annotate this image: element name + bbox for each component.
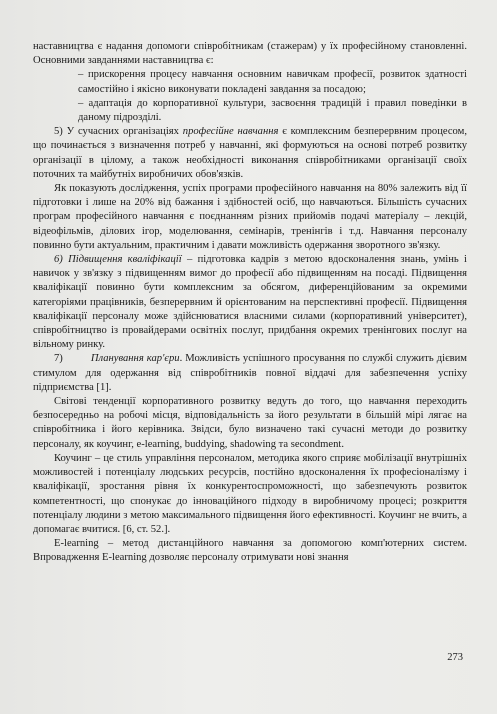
page-number: 273 [447,652,463,663]
paragraph-world-trends: Світові тенденції корпоративного розвитку ведуть до того, що навчання переходить безпосередньо на робочі місця, відповідальність за його результати в більшій мірі лягає на співробітника і його керівника. Звідси, було визначено такі сучасні методи до розвитку персоналу, як коучинг, e-learning, buddying, shadowing та secondment. [33,396,467,450]
paragraph-research: Як показують дослідження, успіх програми професійного навчання на 80% залежить від її підготовки і лише на 20% від бажання і здібностей осіб, що навчаються. Більшість сучасних програм професійного навчання є поєднанням різних прийомів подачі матеріалу – лекцій, відеофільмів, ділових ігор, моделювання, семінарів, тренінгів і т.д. Навчання персоналу повинно бути актуальним, практичним і давати можливість одержання зворотного зв'язку. [33,183,467,251]
term-qualification: 6) Підвищення кваліфікації [54,254,182,266]
paragraph-elearning: E-learning – метод дистанційного навчання за допомогою комп'ютерних систем. Впровадження E-learning дозволяє персоналу отримувати нові знання [33,538,467,564]
paragraph-qualification: 6) Підвищення кваліфікації – підготовка кадрів з метою вдосконалення знань, умінь і навичок у зв'язку з підвищенням вимог до професії або підвищенням на посаді. Підвищення кваліфікації повинно бути комплексним за обсягом, диференційованим за окремими категоріями працівників, безперервним й орієнтованим на перспективні професії. Підвищення кваліфікації персоналу може здійснюватися власними силами (корпоративний університет), співробітництво із провайдерами освітніх послуг, придбання окремих тренінгових послуг на вільному ринку. [33,254,467,351]
body-text [33,40,467,566]
list-item-adaptation: – адаптація до корпоративної культури, засвоєння традицій і правил поведінки в даному підрозділі. [78,97,467,124]
paragraph-mentoring: наставництва є надання допомоги співробітникам (стажерам) у їх професійному становленні. Основними завданнями наставництва є: [33,41,467,67]
paragraph-career-planning: 7) Планування кар'єри. Можливість успішного просування по службі служить дієвим стимулом для одержання від співробітників повної віддачі для забезпечення успіху підприємства [1]. [33,353,467,393]
term-career-planning: Планування кар'єри [90,353,180,365]
list-item-learning: – прискорення процесу навчання основним навичкам професії, розвиток здатності самостійно і якісно виконувати покладені завдання за посадою; [78,69,467,95]
paragraph-coaching: Коучинг – це стиль управління персоналом, методика якого сприяє мобілізації внутрішніх можливостей і потенціалу людських ресурсів, постійно вдосконалення їх професіоналізму і кваліфікації, зростання рівня їх конкурентоспроможності, що забезпечують розвиток компетентності, що спонукає до інноваційного підходу в виробничому процесі; розкриття потенціалу людини з метою максимального підвищення його ефективності. Коучинг не вчить, а допомагає вчитися. [6, ст. 52.]. [33,452,467,535]
paragraph-professional-training: 5) У сучасних організаціях професійне навчання є комплексним безперервним процесом, що починається з визначення потреб у навчанні, які формуються на основі потреб розвитку організації в цілому, а також необхідності виконання співробітниками організації своїх поточних та майбутніх виробничих обов'язків. [33,126,467,180]
term-professional-training: професійне навчання [182,126,279,138]
